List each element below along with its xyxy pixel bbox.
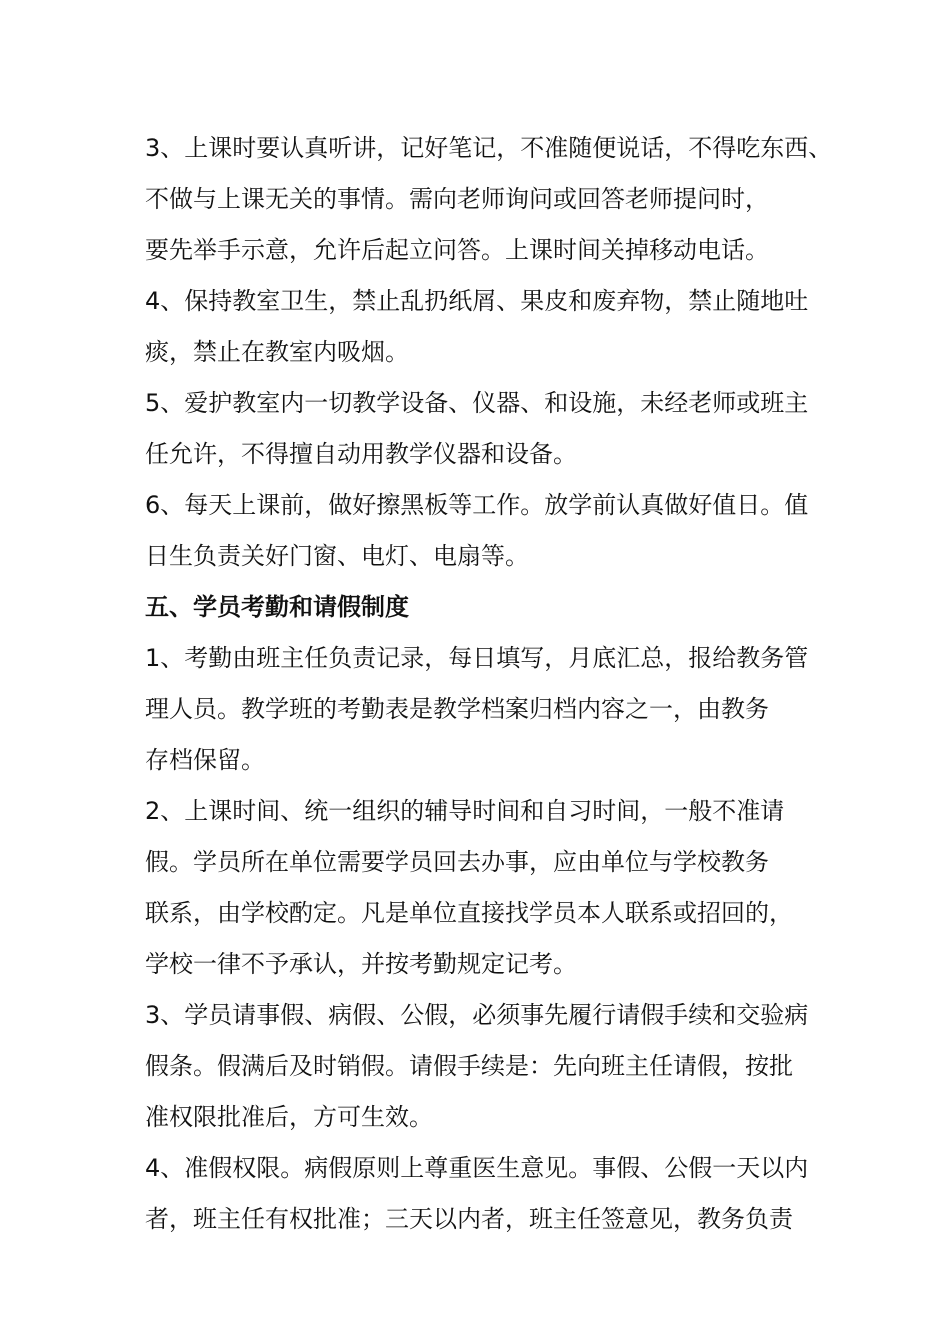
text-line: 假条。假满后及时销假。请假手续是：先向班主任请假，按批 [145,1052,793,1080]
text-line: 不做与上课无关的事情。需向老师询问或回答老师提问时， [145,185,769,213]
text-line: 3、上课时要认真听讲，记好笔记，不准随便说话，不得吃东西、 [145,134,833,162]
text-line: 假。学员所在单位需要学员回去办事，应由单位与学校教务 [145,848,769,876]
section-heading: 五、学员考勤和请假制度 [145,593,409,621]
text-line: 痰，禁止在教室内吸烟。 [145,338,409,366]
text-line: 准权限批准后，方可生效。 [145,1103,433,1131]
text-line: 存档保留。 [145,746,265,774]
text-line: 6、每天上课前，做好擦黑板等工作。放学前认真做好值日。值 [145,491,809,519]
text-line: 4、保持教室卫生，禁止乱扔纸屑、果皮和废弃物，禁止随地吐 [145,287,809,315]
text-line: 5、爱护教室内一切教学设备、仪器、和设施，未经老师或班主 [145,389,809,417]
text-line: 2、上课时间、统一组织的辅导时间和自习时间，一般不准请 [145,797,785,825]
text-line: 3、学员请事假、病假、公假，必须事先履行请假手续和交验病 [145,1001,809,1029]
text-line: 要先举手示意，允许后起立问答。上课时间关掉移动电话。 [145,236,769,264]
document-body [145,123,835,1245]
text-line: 者，班主任有权批准；三天以内者，班主任签意见，教务负责 [145,1205,793,1233]
text-line: 理人员。教学班的考勤表是教学档案归档内容之一，由教务 [145,695,769,723]
text-line: 学校一律不予承认，并按考勤规定记考。 [145,950,577,978]
text-line: 1、考勤由班主任负责记录，每日填写，月底汇总，报给教务管 [145,644,809,672]
text-line: 联系，由学校酌定。凡是单位直接找学员本人联系或招回的， [145,899,793,927]
text-line: 4、准假权限。病假原则上尊重医生意见。事假、公假一天以内 [145,1154,809,1182]
text-line: 日生负责关好门窗、电灯、电扇等。 [145,542,529,570]
text-line: 任允许，不得擅自动用教学仪器和设备。 [145,440,577,468]
